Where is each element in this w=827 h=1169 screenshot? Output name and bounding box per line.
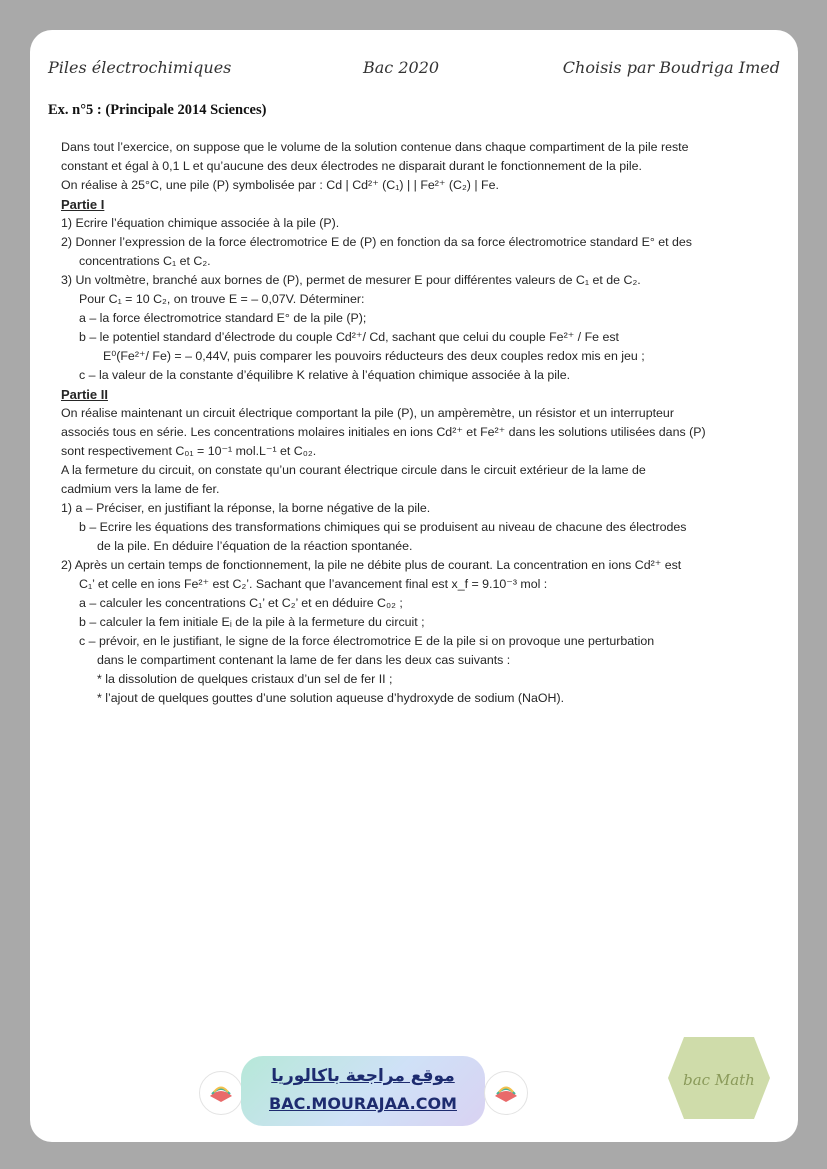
question-line: de la pile. En déduire l’équation de la réaction spontanée. <box>97 539 413 553</box>
body-line: A la fermeture du circuit, on constate qu’un courant électrique circule dans le circuit extérieur de la lame de <box>61 463 646 477</box>
question-line: a – la force électromotrice standard E° de la pile (P); <box>79 311 367 325</box>
body-line: sont respectivement C₀₁ = 10⁻¹ mol.L⁻¹ et C₀₂. <box>61 444 317 458</box>
body-line: associés tous en série. Les concentrations molaires initiales en ions Cd²⁺ et Fe²⁺ dans les solutions utilisées dans (P) <box>61 425 706 439</box>
question-line: concentrations C₁ et C₂. <box>79 254 211 268</box>
exercise-body <box>61 138 781 708</box>
question-line: a – calculer les concentrations C₁’ et C₂’ et en déduire C₀₂ ; <box>79 596 403 610</box>
intro-line: constant et égal à 0,1 L et qu’aucune des deux électrodes ne disparait durant le fonctionnement de la pile. <box>61 159 642 173</box>
site-logo-icon <box>199 1071 243 1115</box>
badge-label: bac Math <box>683 1071 755 1089</box>
question-line: 3) Un voltmètre, branché aux bornes de (P), permet de mesurer E pour différentes valeurs de C₁ et de C₂. <box>61 273 641 287</box>
header-author: Choisis par Boudriga Imed <box>562 58 780 77</box>
question-line: 2) Donner l’expression de la force électromotrice E de (P) en fonction da sa force électromotrice standard E° et des <box>61 235 692 249</box>
question-line: dans le compartiment contenant la lame de fer dans les deux cas suivants : <box>97 653 511 667</box>
question-line: c – prévoir, en le justifiant, le signe de la force électromotrice E de la pile si on provoque une perturbation <box>79 634 655 648</box>
site-logo-icon <box>484 1071 528 1115</box>
body-line: On réalise maintenant un circuit électrique comportant la pile (P), un ampèremètre, un résistor et un interrupteur <box>61 406 674 420</box>
question-line: E⁰(Fe²⁺/ Fe) = – 0,44V, puis comparer les pouvoirs réducteurs des deux couples redox mis en jeu ; <box>103 349 645 363</box>
page-header <box>48 58 780 82</box>
question-line: 1) Ecrire l’équation chimique associée à la pile (P). <box>61 216 340 230</box>
part-2-heading: Partie II <box>61 387 108 402</box>
intro-line: On réalise à 25°C, une pile (P) symbolisée par : Cd | Cd²⁺ (C₁) | | Fe²⁺ (C₂) | Fe. <box>61 178 499 192</box>
question-line: b – calculer la fem initiale Eᵢ de la pile à la fermeture du circuit ; <box>79 615 425 629</box>
exercise-title: Ex. n°5 : (Principale 2014 Sciences) <box>48 102 267 118</box>
question-line: 1) a – Préciser, en justifiant la réponse, la borne négative de la pile. <box>61 501 431 515</box>
header-exam: Bac 2020 <box>363 58 440 77</box>
header-topic: Piles électrochimiques <box>48 58 232 77</box>
intro-line: Dans tout l’exercice, on suppose que le volume de la solution contenue dans chaque compartiment de la pile reste <box>61 140 689 154</box>
body-line: cadmium vers la lame de fer. <box>61 482 220 496</box>
site-banner-link[interactable] <box>241 1056 485 1126</box>
site-url: BAC.MOURAJAA.COM <box>269 1094 457 1113</box>
question-line: b – Ecrire les équations des transformations chimiques qui se produisent au niveau de chacune des électrodes <box>79 520 687 534</box>
part-1-heading: Partie I <box>61 197 105 212</box>
question-line: * l’ajout de quelques gouttes d’une solution aqueuse d’hydroxyde de sodium (NaOH). <box>97 691 565 705</box>
bac-math-badge-icon <box>666 1035 772 1121</box>
question-line: Pour C₁ = 10 C₂, on trouve E = – 0,07V. Déterminer: <box>79 292 365 306</box>
document-page <box>30 30 798 1142</box>
question-line: * la dissolution de quelques cristaux d’un sel de fer II ; <box>97 672 393 686</box>
question-line: C₁’ et celle en ions Fe²⁺ est C₂’. Sachant que l’avancement final est x_f = 9.10⁻³ mol : <box>79 577 548 591</box>
question-line: b – le potentiel standard d’électrode du couple Cd²⁺/ Cd, sachant que celui du couple Fe²⁺ / Fe est <box>79 330 620 344</box>
question-line: c – la valeur de la constante d’équilibre K relative à l’équation chimique associée à la pile. <box>79 368 571 382</box>
site-name-arabic: موقع مراجعة باكالوريا <box>271 1066 455 1086</box>
question-line: 2) Après un certain temps de fonctionnement, la pile ne débite plus de courant. La concentration en ions Cd²⁺ est <box>61 558 682 572</box>
